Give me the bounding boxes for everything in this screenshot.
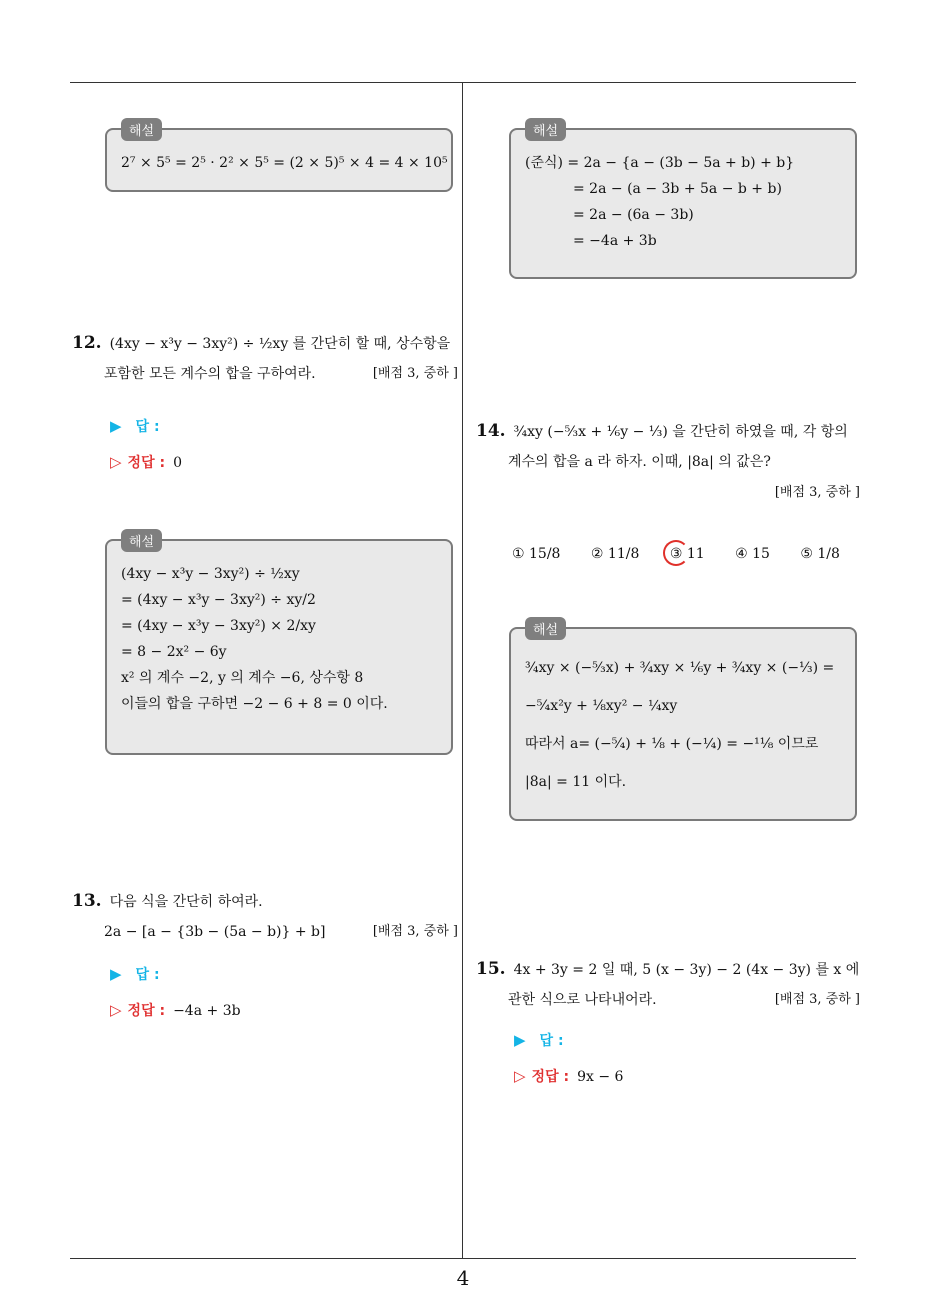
explanation-line: −⁵⁄₄x²y + ⅛xy² − ¼xy <box>525 698 678 714</box>
solution-row-13 <box>110 1000 241 1020</box>
outline-triangle-icon: ▷ <box>110 1001 122 1019</box>
solution-value: 9x − 6 <box>577 1069 624 1085</box>
explanation-tag: 해설 <box>525 118 566 141</box>
question-number: 12. <box>72 333 102 353</box>
filled-triangle-icon: ▶ <box>514 1031 526 1049</box>
answer-label: 답 : <box>539 1033 564 1049</box>
explanation-line: x² 의 계수 −2, y 의 계수 −6, 상수항 8 <box>121 670 364 686</box>
choice-3-label: ③ 11 <box>669 546 705 562</box>
choice-4[interactable]: ④ 15 <box>735 546 770 562</box>
question-number: 15. <box>476 959 506 979</box>
explanation-line: = (4xy − x³y − 3xy²) ÷ xy/2 <box>121 592 316 608</box>
question-13 <box>72 886 458 947</box>
explanation-line: 2⁷ × 5⁵ = 2⁵ · 2² × 5⁵ = (2 × 5)⁵ × 4 = 4 × 10⁵ <box>121 155 448 171</box>
explanation-tag: 해설 <box>121 529 162 552</box>
answer-label: 답 : <box>135 419 160 435</box>
selected-mark-icon <box>663 540 689 566</box>
explanation-box-12 <box>105 535 453 755</box>
filled-triangle-icon: ▶ <box>110 417 122 435</box>
explanation-tag: 해설 <box>121 118 162 141</box>
explanation-box-14 <box>509 623 857 821</box>
question-text: ¾xy (−⁵⁄₃x + ⅙y − ⅓) 을 간단히 하였을 때, 각 항의 <box>513 424 848 440</box>
question-12 <box>72 328 458 389</box>
explanation-line: (4xy − x³y − 3xy²) ÷ ½xy <box>121 566 300 582</box>
top-rule <box>70 82 856 83</box>
column-divider <box>462 82 463 1259</box>
question-15 <box>476 954 860 1015</box>
question-text: 관한 식으로 나타내어라. <box>508 992 657 1008</box>
page-number: 4 <box>456 1266 470 1290</box>
choices-14 <box>512 546 866 562</box>
solution-label: 정답 : <box>531 1069 570 1085</box>
answer-row-13 <box>110 964 160 984</box>
outline-triangle-icon: ▷ <box>514 1067 526 1085</box>
answer-row-12 <box>110 416 160 436</box>
explanation-box-11 <box>105 124 453 192</box>
answer-row-15 <box>514 1030 564 1050</box>
question-text: 계수의 합을 a 라 하자. 이때, |8a| 의 값은? <box>508 454 771 470</box>
choice-1[interactable]: ① 15/8 <box>512 546 561 562</box>
answer-label: 답 : <box>135 967 160 983</box>
filled-triangle-icon: ▶ <box>110 965 122 983</box>
explanation-tag: 해설 <box>525 617 566 640</box>
choice-3[interactable] <box>670 546 705 562</box>
question-number: 13. <box>72 891 102 911</box>
choice-2[interactable]: ② 11/8 <box>590 546 640 562</box>
bottom-rule <box>70 1258 856 1259</box>
question-meta: [배점 3, 중하 ] <box>774 992 860 1007</box>
solution-value: 0 <box>173 455 182 471</box>
question-meta: [배점 3, 중하 ] <box>372 924 458 939</box>
explanation-line: = 2a − (6a − 3b) <box>573 207 694 223</box>
explanation-line: = 8 − 2x² − 6y <box>121 644 227 660</box>
explanation-line: (준식) = 2a − {a − (3b − 5a + b) + b} <box>525 155 795 171</box>
question-text: 다음 식을 간단히 하여라. <box>109 894 263 910</box>
question-number: 14. <box>476 421 506 441</box>
question-text: 2a − [a − {3b − (5a − b)} + b] <box>104 924 326 940</box>
question-text: 4x + 3y = 2 일 때, 5 (x − 3y) − 2 (4x − 3y) 를 x 에 <box>513 962 860 978</box>
solution-value: −4a + 3b <box>173 1003 241 1019</box>
explanation-line: = 2a − (a − 3b + 5a − b + b) <box>573 181 782 197</box>
question-meta: [배점 3, 중하 ] <box>774 485 860 500</box>
explanation-line: 따라서 a= (−⁵⁄₄) + ⅛ + (−¼) = −¹¹⁄₈ 이므로 <box>525 736 819 752</box>
explanation-line: ¾xy × (−⁵⁄₃x) + ¾xy × ⅙y + ¾xy × (−⅓) = <box>525 660 835 676</box>
solution-label: 정답 : <box>127 1003 166 1019</box>
explanation-line: = (4xy − x³y − 3xy²) × 2/xy <box>121 618 316 634</box>
question-text: 포함한 모든 계수의 합을 구하여라. <box>104 366 316 382</box>
solution-row-12 <box>110 452 182 472</box>
solution-row-15 <box>514 1066 623 1086</box>
question-meta: [배점 3, 중하 ] <box>372 366 458 381</box>
explanation-line: |8a| = 11 이다. <box>525 774 627 790</box>
question-14 <box>476 416 860 508</box>
outline-triangle-icon: ▷ <box>110 453 122 471</box>
explanation-line: = −4a + 3b <box>573 233 657 249</box>
solution-label: 정답 : <box>127 455 166 471</box>
choice-5[interactable]: ⑤ 1/8 <box>800 546 840 562</box>
explanation-box-13 <box>509 124 857 279</box>
explanation-line: 이들의 합을 구하면 −2 − 6 + 8 = 0 이다. <box>121 696 388 712</box>
question-text: (4xy − x³y − 3xy²) ÷ ½xy 를 간단히 할 때, 상수항을 <box>109 336 451 352</box>
